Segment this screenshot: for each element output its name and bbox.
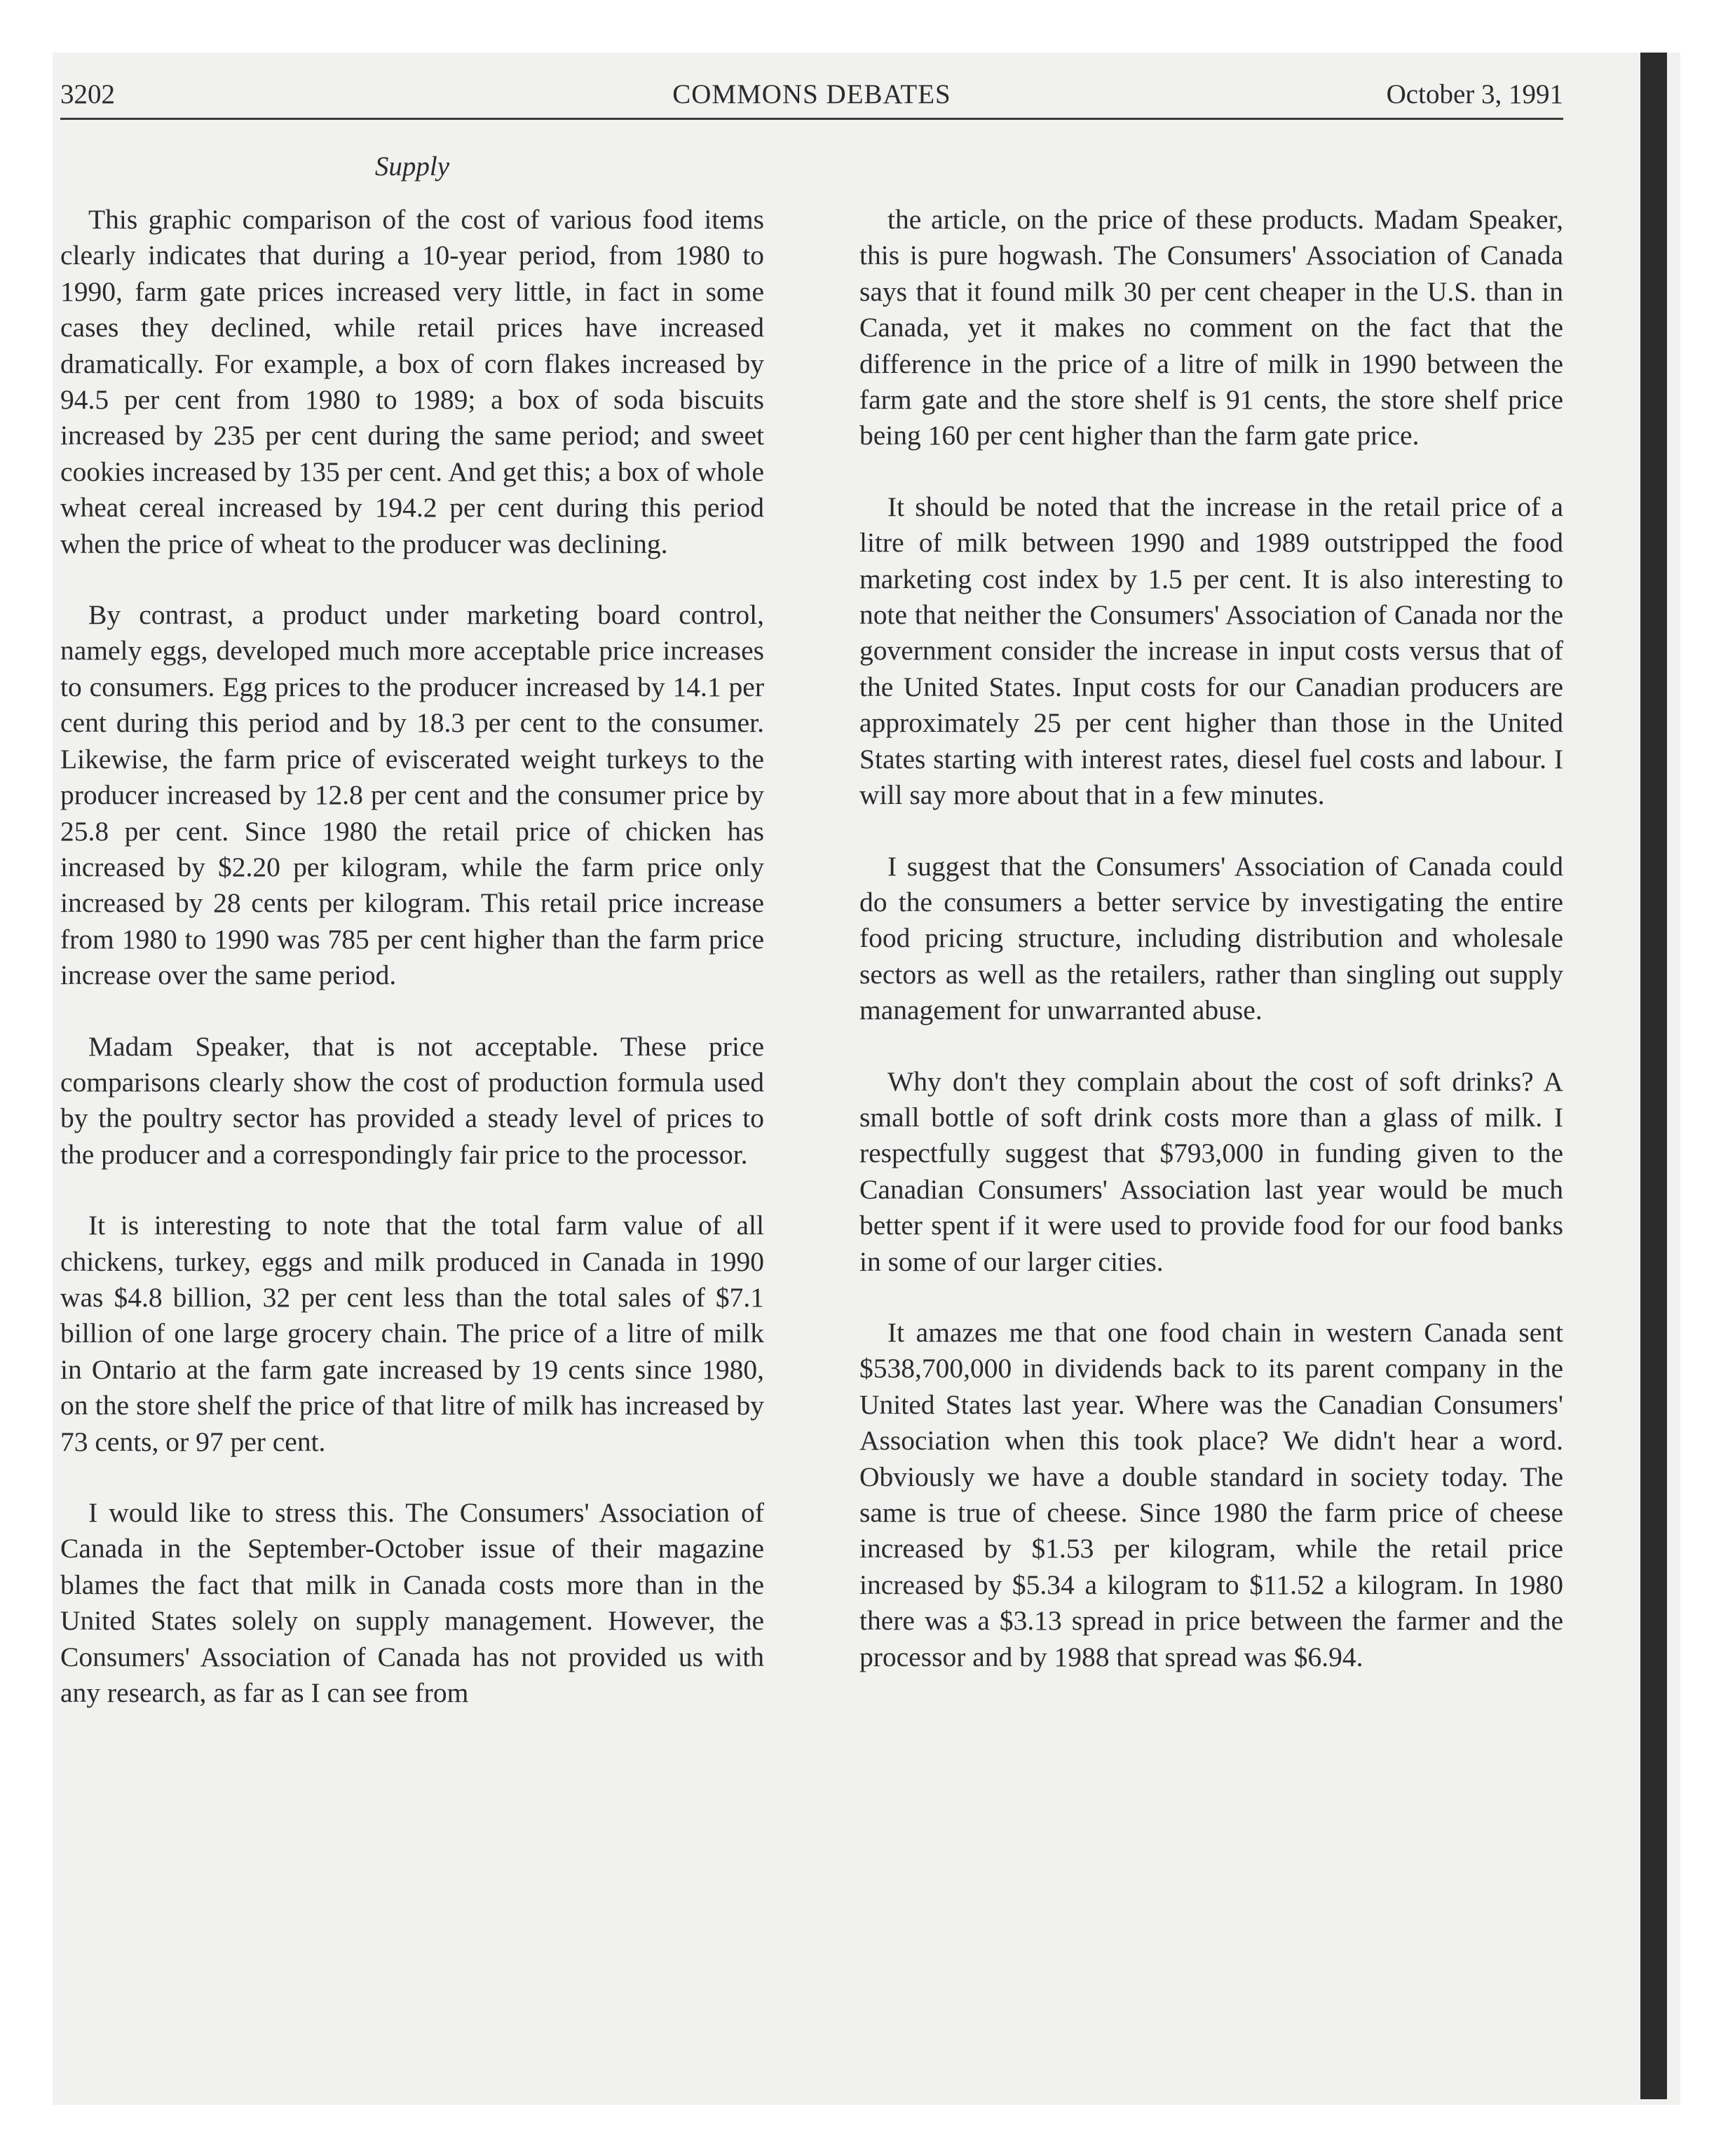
paragraph: It amazes me that one food chain in western Canada sent $538,700,000 in dividends back to its parent company in the United States last year. Where was the Canadian Consumers' Association when this took place? We didn't hear a word. Obviously we have a double standard in society today. The same is true of cheese. Since 1980 the farm price of cheese increased by $1.53 per kilogram, while the retail price increased by $5.34 a kilogram to $11.52 a kilogram. In 1980 there was a $3.13 spread in price between the farmer and the processor and by 1988 that spread was $6.94. bbox=[859, 1316, 1563, 1672]
paragraph: the article, on the price of these products. Madam Speaker, this is pure hogwash. The Consumers' Association of Canada says that it found milk 30 per cent cheaper in the U.S. than in Canada, yet it makes no comment on the fact that the difference in the price of a litre of milk in 1990 between the farm gate and the store shelf is 91 cents, the store shelf price being 160 per cent higher than the farm gate price. bbox=[859, 204, 1563, 451]
page-number: 3202 bbox=[60, 79, 115, 109]
left-column bbox=[60, 202, 764, 1746]
paragraph: Why don't they complain about the cost of soft drinks? A small bottle of soft drink costs more than a glass of milk. I respectfully suggest that $793,000 in funding given to the Canadian Consumers' Association last year would be much better spent if it were used to provide food for our food banks in some of our larger cities. bbox=[859, 1065, 1563, 1277]
paragraph: This graphic comparison of the cost of various food items clearly indicates that during a 10-year period, from 1980 to 1990, farm gate prices increased very little, in fact in some cases they declined, while retail prices have increased dramatically. For example, a box of corn flakes increased by 94.5 per cent from 1980 to 1989; a box of soda biscuits increased by 235 per cent during the same period; and sweet cookies increased by 135 per cent. And get this; a box of whole wheat cereal increased by 194.2 per cent during this period when the price of wheat to the producer was declining. bbox=[60, 204, 764, 559]
right-column bbox=[859, 202, 1563, 1710]
paragraph: I suggest that the Consumers' Association of Canada could do the consumers a better service by investigating the entire food pricing structure, including distribution and wholesale sectors as well as the retailers, rather than singling out supply management for unwarranted abuse. bbox=[859, 850, 1563, 1026]
paragraph: Madam Speaker, that is not acceptable. These price comparisons clearly show the cost of production formula used by the poultry sector has provided a steady level of prices to the producer and a correspondingly fair price to the processor. bbox=[60, 1030, 764, 1170]
paragraph: I would like to stress this. The Consumers' Association of Canada in the September-October issue of their magazine blames the fact that milk in Canada costs more than in the United States solely on supply management. However, the Consumers' Association of Canada has not provided us with any research, as far as I can see from bbox=[60, 1497, 764, 1709]
journal-title: COMMONS DEBATES bbox=[672, 79, 951, 109]
paragraph: By contrast, a product under marketing board control, namely eggs, developed much more acceptable price increases to consumers. Egg prices to the producer increased by 14.1 per cent during this period and by 18.3 per cent to the consumer. Likewise, the farm price of eviscerated weight turkeys to the producer increased by 12.8 per cent and the consumer price by 25.8 per cent. Since 1980 the retail price of chicken has increased by $2.20 per kilogram, while the farm price only increased by 28 cents per kilogram. This retail price increase from 1980 to 1990 was 785 per cent higher than the farm price increase over the same period. bbox=[60, 599, 764, 991]
page-header bbox=[60, 77, 1563, 120]
section-title: Supply bbox=[374, 151, 450, 182]
page-date: October 3, 1991 bbox=[1386, 79, 1563, 109]
paragraph: It is interesting to note that the total farm value of all chickens, turkey, eggs and milk produced in Canada in 1990 was $4.8 billion, 32 per cent less than the total sales of $7.1 billion of one large grocery chain. The price of a litre of milk in Ontario at the farm gate increased by 19 cents since 1980, on the store shelf the price of that litre of milk has increased by 73 cents, or 97 per cent. bbox=[60, 1210, 764, 1457]
paragraph: It should be noted that the increase in the retail price of a litre of milk between 1990 and 1989 outstripped the food marketing cost index by 1.5 per cent. It is also interesting to note that neither the Consumers' Association of Canada nor the government consider the increase in input costs versus that of the United States. Input costs for our Canadian producers are approximately 25 per cent higher than those in the United States starting with interest rates, diesel fuel costs and labour. I will say more about that in a few minutes. bbox=[859, 491, 1563, 811]
page-edge-shadow bbox=[1640, 53, 1667, 2099]
